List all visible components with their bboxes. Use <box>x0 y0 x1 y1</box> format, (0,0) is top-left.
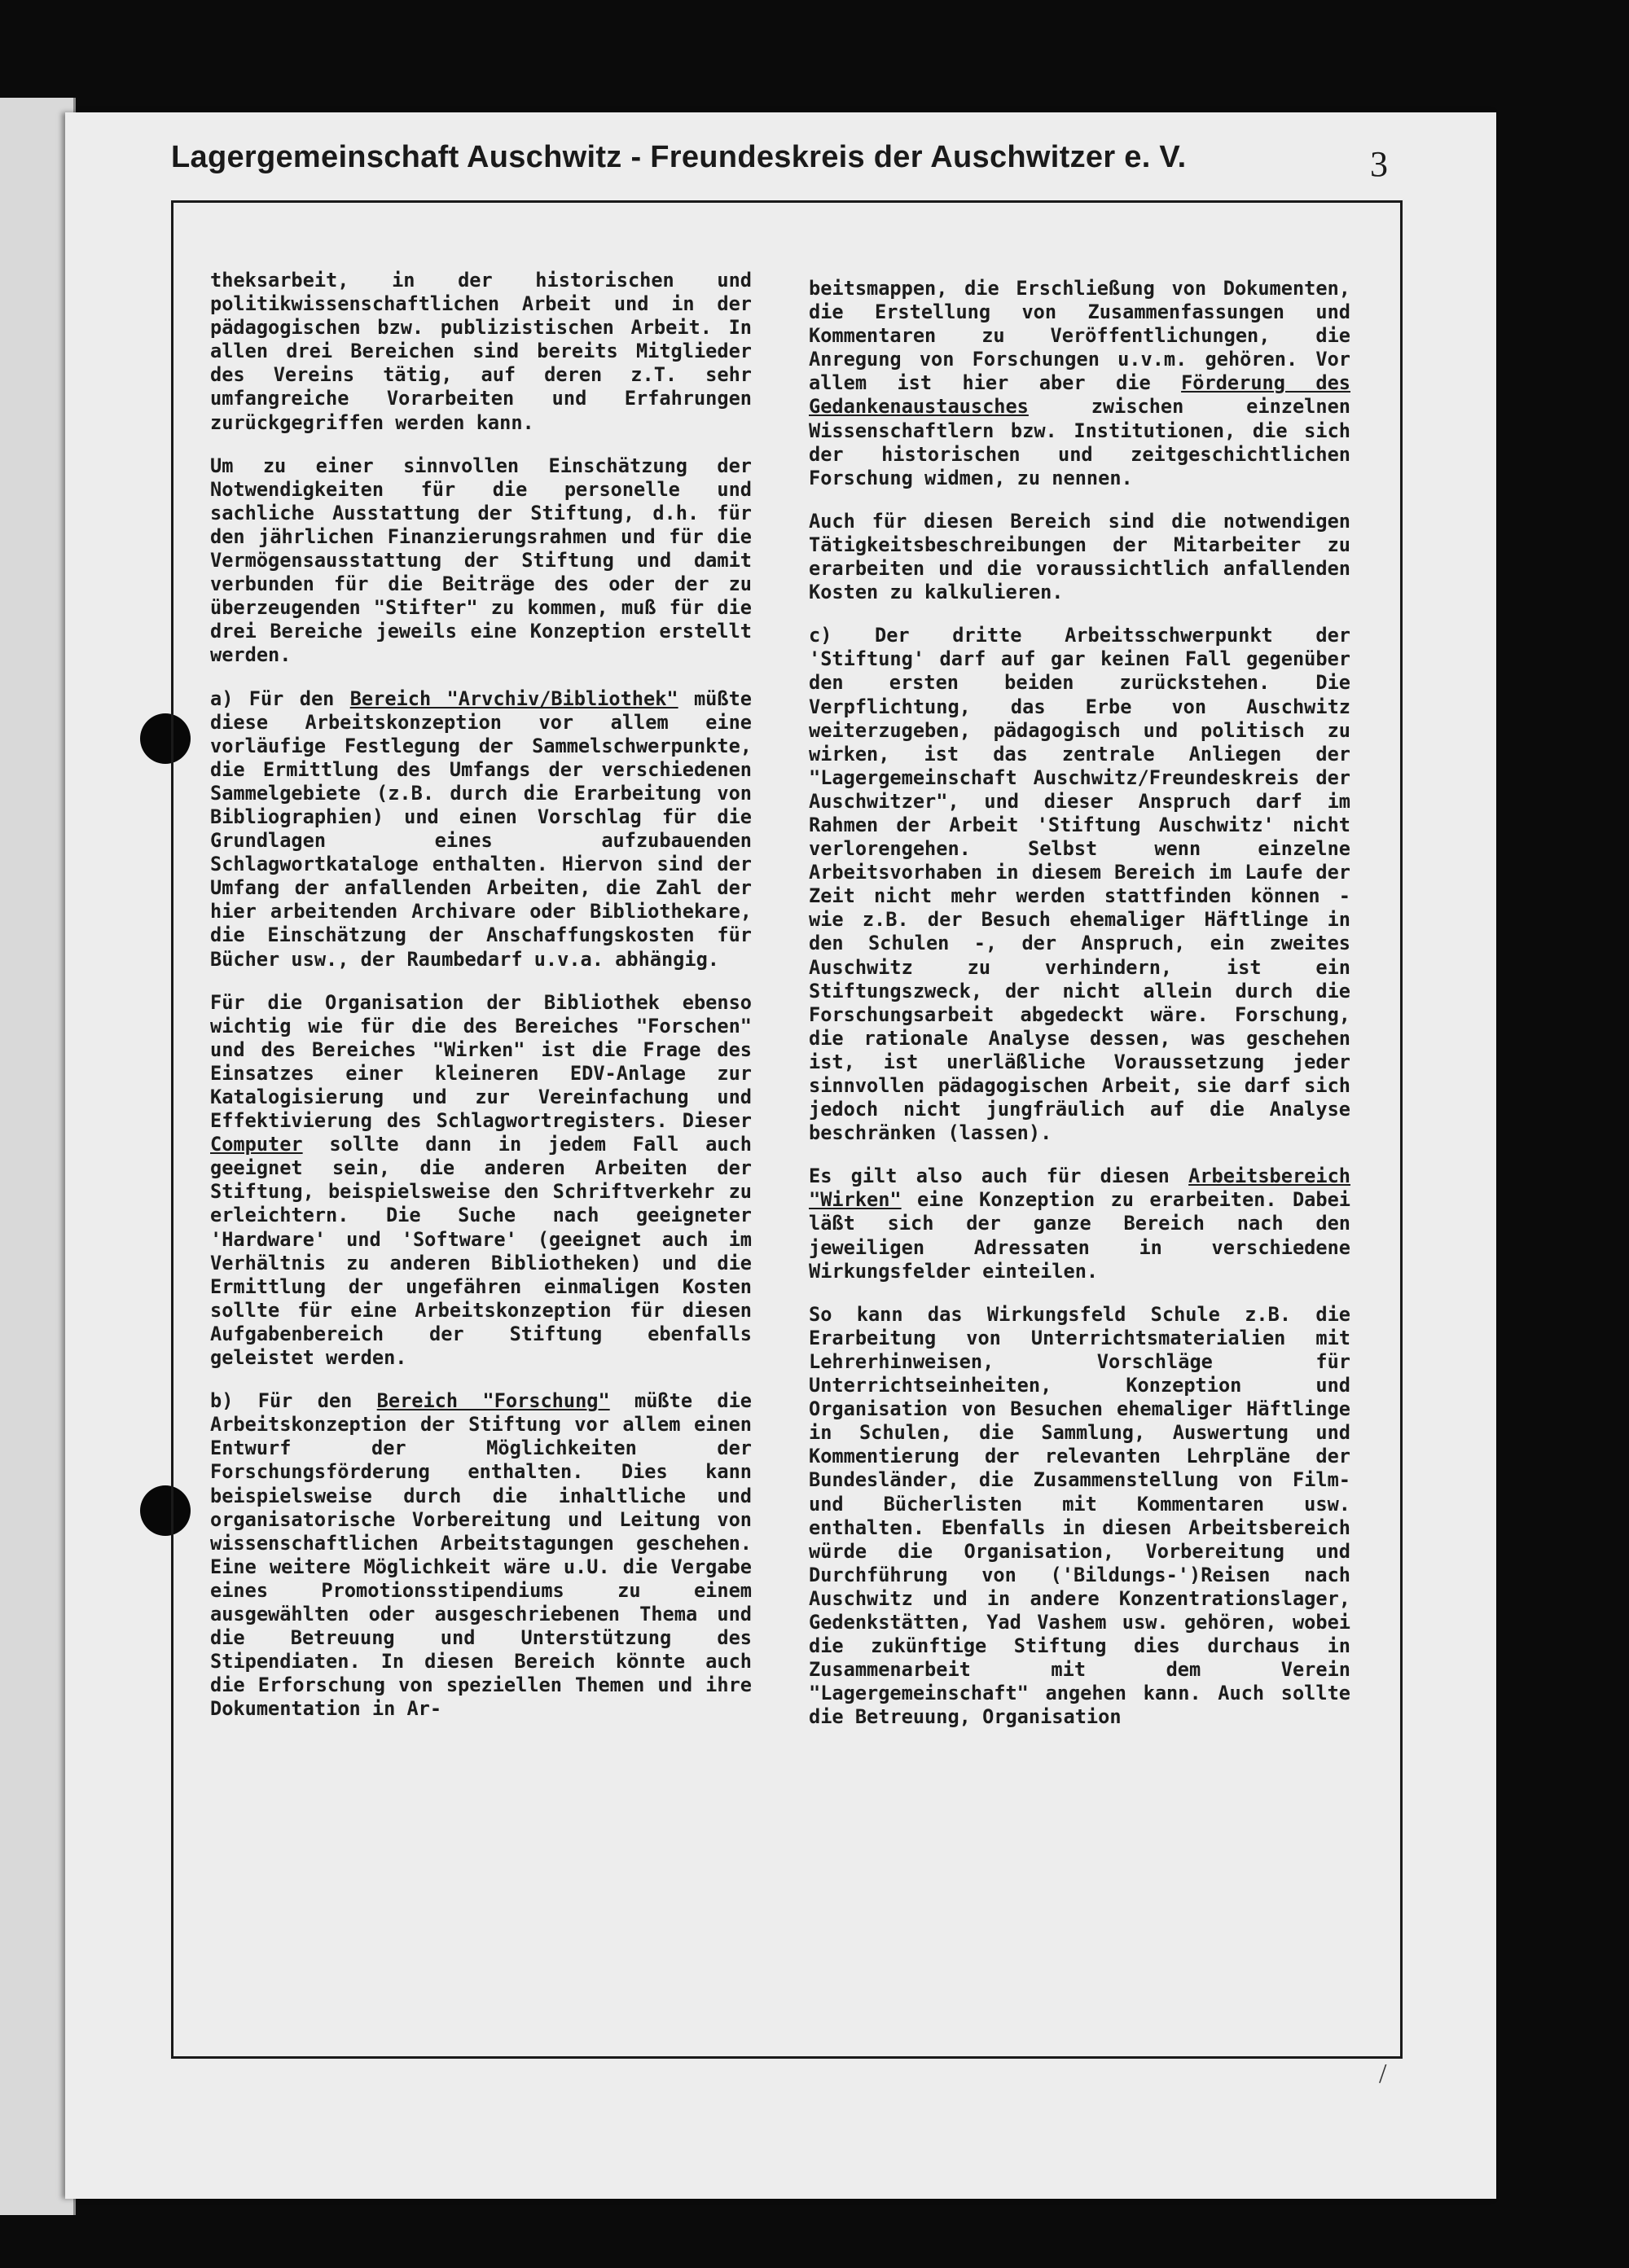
margin-mark: / <box>1379 2059 1387 2089</box>
underlined-word-computer: Computer <box>210 1133 303 1156</box>
text-run: zwischen einzelnen Wissenschaftlern bzw. Institutionen, die sich der historischen und zeitgeschichtlichen Forschung widmen, zu nennen. <box>809 395 1350 489</box>
text-run: eine Konzeption zu erarbeiten. Dabei läßt sich der ganze Bereich nach den jeweiligen Adressaten in verschiedene Wirkungsfelder einteilen. <box>809 1188 1350 1283</box>
text-run: Es gilt also auch für diesen <box>809 1165 1189 1188</box>
text-run: müßte diese Arbeitskonzeption vor allem eine vorläufige Festlegung der Sammelschwerpunkte, die Ermittlung des Umfangs der verschiedenen Sammelgebiete (z.B. durch die Erarbeitung von Bibliographien) und einen Vorschlag für die Grundlagen eines aufzubauenden Schlagwortkataloge enthalten. Hiervon sind der Umfang der anfallenden Arbeiten, die Zahl der hier arbeitenden Archivare oder Bibliothekare, die Einschätzung der Anschaffungskosten für Bücher usw., der Raumbedarf u.v.a. abhängig. <box>210 687 752 971</box>
underlined-heading-research: Bereich "Forschung" <box>376 1389 610 1413</box>
underlined-heading-wirken: Arbeitsbereich "Wirken" <box>809 1165 1350 1212</box>
text-run: beitsmappen, die Erschließung von Dokumenten, die Erstellung von Zusammenfassungen und Kommentaren zu Veröffentlichungen, die Anregung von Forschungen u.v.m. gehören. Vor allem ist hier aber die <box>809 277 1350 395</box>
paragraph-section-c: c) Der dritte Arbeitsschwerpunkt der 'Stiftung' darf auf gar keinen Fall gegenüber den ersten beiden zurückstehen. Die Verpflichtung, das Erbe von Auschwitz weiterzugeben, pädagogisch und politisch zu wirken, ist das zentrale Anliegen der "Lagergemeinschaft Auschwitz/Freundeskreis der Auschwitzer", und dieser Anspruch darf im Rahmen der Arbeit 'Stiftung Auschwitz' nicht verlorengehen. Selbst wenn einzelne Arbeitsvorhaben in diesem Bereich im Laufe der Zeit nicht mehr werden stattfinden können - wie z.B. der Besuch ehemaliger Häftlinge in den Schulen -, der Anspruch, ein zweites Auschwitz zu verhindern, ist ein Stiftungszweck, der nicht allein durch die Forschungsarbeit abgedeckt wäre. Forschung, die rationale Analyse dessen, was geschehen ist, ist unerläßliche Voraussetzung jeder sinnvollen pädagogischen Arbeit, sie darf sich jedoch nicht jungfräulich auf die Analyse beschränken (lassen). <box>809 624 1350 1145</box>
paragraph-section-b <box>210 1389 752 1721</box>
paragraph: So kann das Wirkungsfeld Schule z.B. die Erarbeitung von Unterrichtsmaterialien mit Lehrerhinweisen, Vorschläge für Unterrichtseinheiten, Konzeption und Organisation von Besuchen ehemaliger Häftlinge in Schulen, die Sammlung, Auswertung und Kommentierung der relevanten Lehrpläne der Bundesländer, die Zusammenstellung von Film- und Bücherlisten mit Kommentaren usw. enthalten. Ebenfalls in diesen Arbeitsbereich würde die Organisation, Vorbereitung und Durchführung von ('Bildungs-')Reisen nach Auschwitz und in andere Konzentrationslager, Gedenkstätten, Yad Vashem usw. gehören, wobei die zukünftige Stiftung dies durchaus in Zusammenarbeit mit dem Verein "Lagergemeinschaft" angehen kann. Auch sollte die Betreuung, Organisation <box>809 1302 1350 1729</box>
page-number: 3 <box>1370 144 1388 184</box>
left-column <box>210 269 752 1721</box>
text-run: müßte die Arbeitskonzeption der Stiftung vor allem einen Entwurf der Möglichkeiten der Forschungsförderung enthalten. Dies kann beispielsweise durch die inhaltliche und organisatorische Vorbereitung und Leitung von wissenschaftlichen Arbeitstagungen geschehen. Eine weitere Möglichkeit wäre u.U. die Vergabe eines Promotionsstipendiums zu einem ausgewählten oder ausgeschriebenen Thema und die Betreuung und Unterstützung des Stipendiaten. In diesen Bereich könnte auch die Erforschung von speziellen Themen und ihre Dokumentation in Ar- <box>210 1389 752 1721</box>
underlined-phrase-exchange: Förderung des Gedankenaustausches <box>809 371 1350 419</box>
underlined-heading-archive-library: Bereich "Arvchiv/Bibliothek" <box>349 687 678 710</box>
page-header-title: Lagergemeinschaft Auschwitz - Freundeskreis der Auschwitzer e. V. <box>171 140 1187 174</box>
paragraph <box>210 991 752 1371</box>
paragraph: Auch für diesen Bereich sind die notwendigen Tätigkeitsbeschreibungen der Mitarbeiter zu erarbeiten und die voraussichtlich anfallenden Kosten zu kalkulieren. <box>809 509 1350 604</box>
paragraph: theksarbeit, in der historischen und politikwissenschaftlichen Arbeit und in der pädagogischen bzw. publizistischen Arbeit. In allen drei Bereichen sind bereits Mitglieder des Vereins tätig, auf deren z.T. sehr umfangreiche Vorarbeiten und Erfahrungen zurückgegriffen werden kann. <box>210 269 752 434</box>
text-run: sollte dann in jedem Fall auch geeignet sein, die anderen Arbeiten der Stiftung, beispielsweise den Schriftverkehr zu erleichtern. Die Suche nach geeigneter 'Hardware' und 'Software' (geeignet auch im Verhältnis zu anderen Bibliotheken) und die Ermittlung der ungefähren einmaligen Kosten sollte für eine Arbeitskonzeption für diesen Aufgabenbereich der Stiftung ebenfalls geleistet werden. <box>210 1133 752 1370</box>
paragraph: Um zu einer sinnvollen Einschätzung der Notwendigkeiten für die personelle und sachliche Ausstattung der Stiftung, d.h. für den jährlichen Finanzierungsrahmen und für die Vermögensausstattung der Stiftung und damit verbunden für die Beiträge des oder der zu überzeugenden "Stifter" zu kommen, muß für die drei Bereiche jeweils eine Konzeption erstellt werden. <box>210 454 752 667</box>
paragraph <box>809 1165 1350 1283</box>
text-run: Für die Organisation der Bibliothek ebenso wichtig wie für die des Bereiches "Forschen" und des Bereiches "Wirken" ist die Frage des Einsatzes einer kleineren EDV-Anlage zur Katalogisierung und zur Vereinfachung und Effektivierung des Schlagwortregisters. Dieser <box>210 990 752 1133</box>
text-run: a) Für den <box>210 687 350 710</box>
paragraph-section-a <box>210 687 752 972</box>
text-run: b) Für den <box>210 1389 377 1413</box>
right-column <box>809 277 1350 1729</box>
paragraph <box>809 277 1350 490</box>
